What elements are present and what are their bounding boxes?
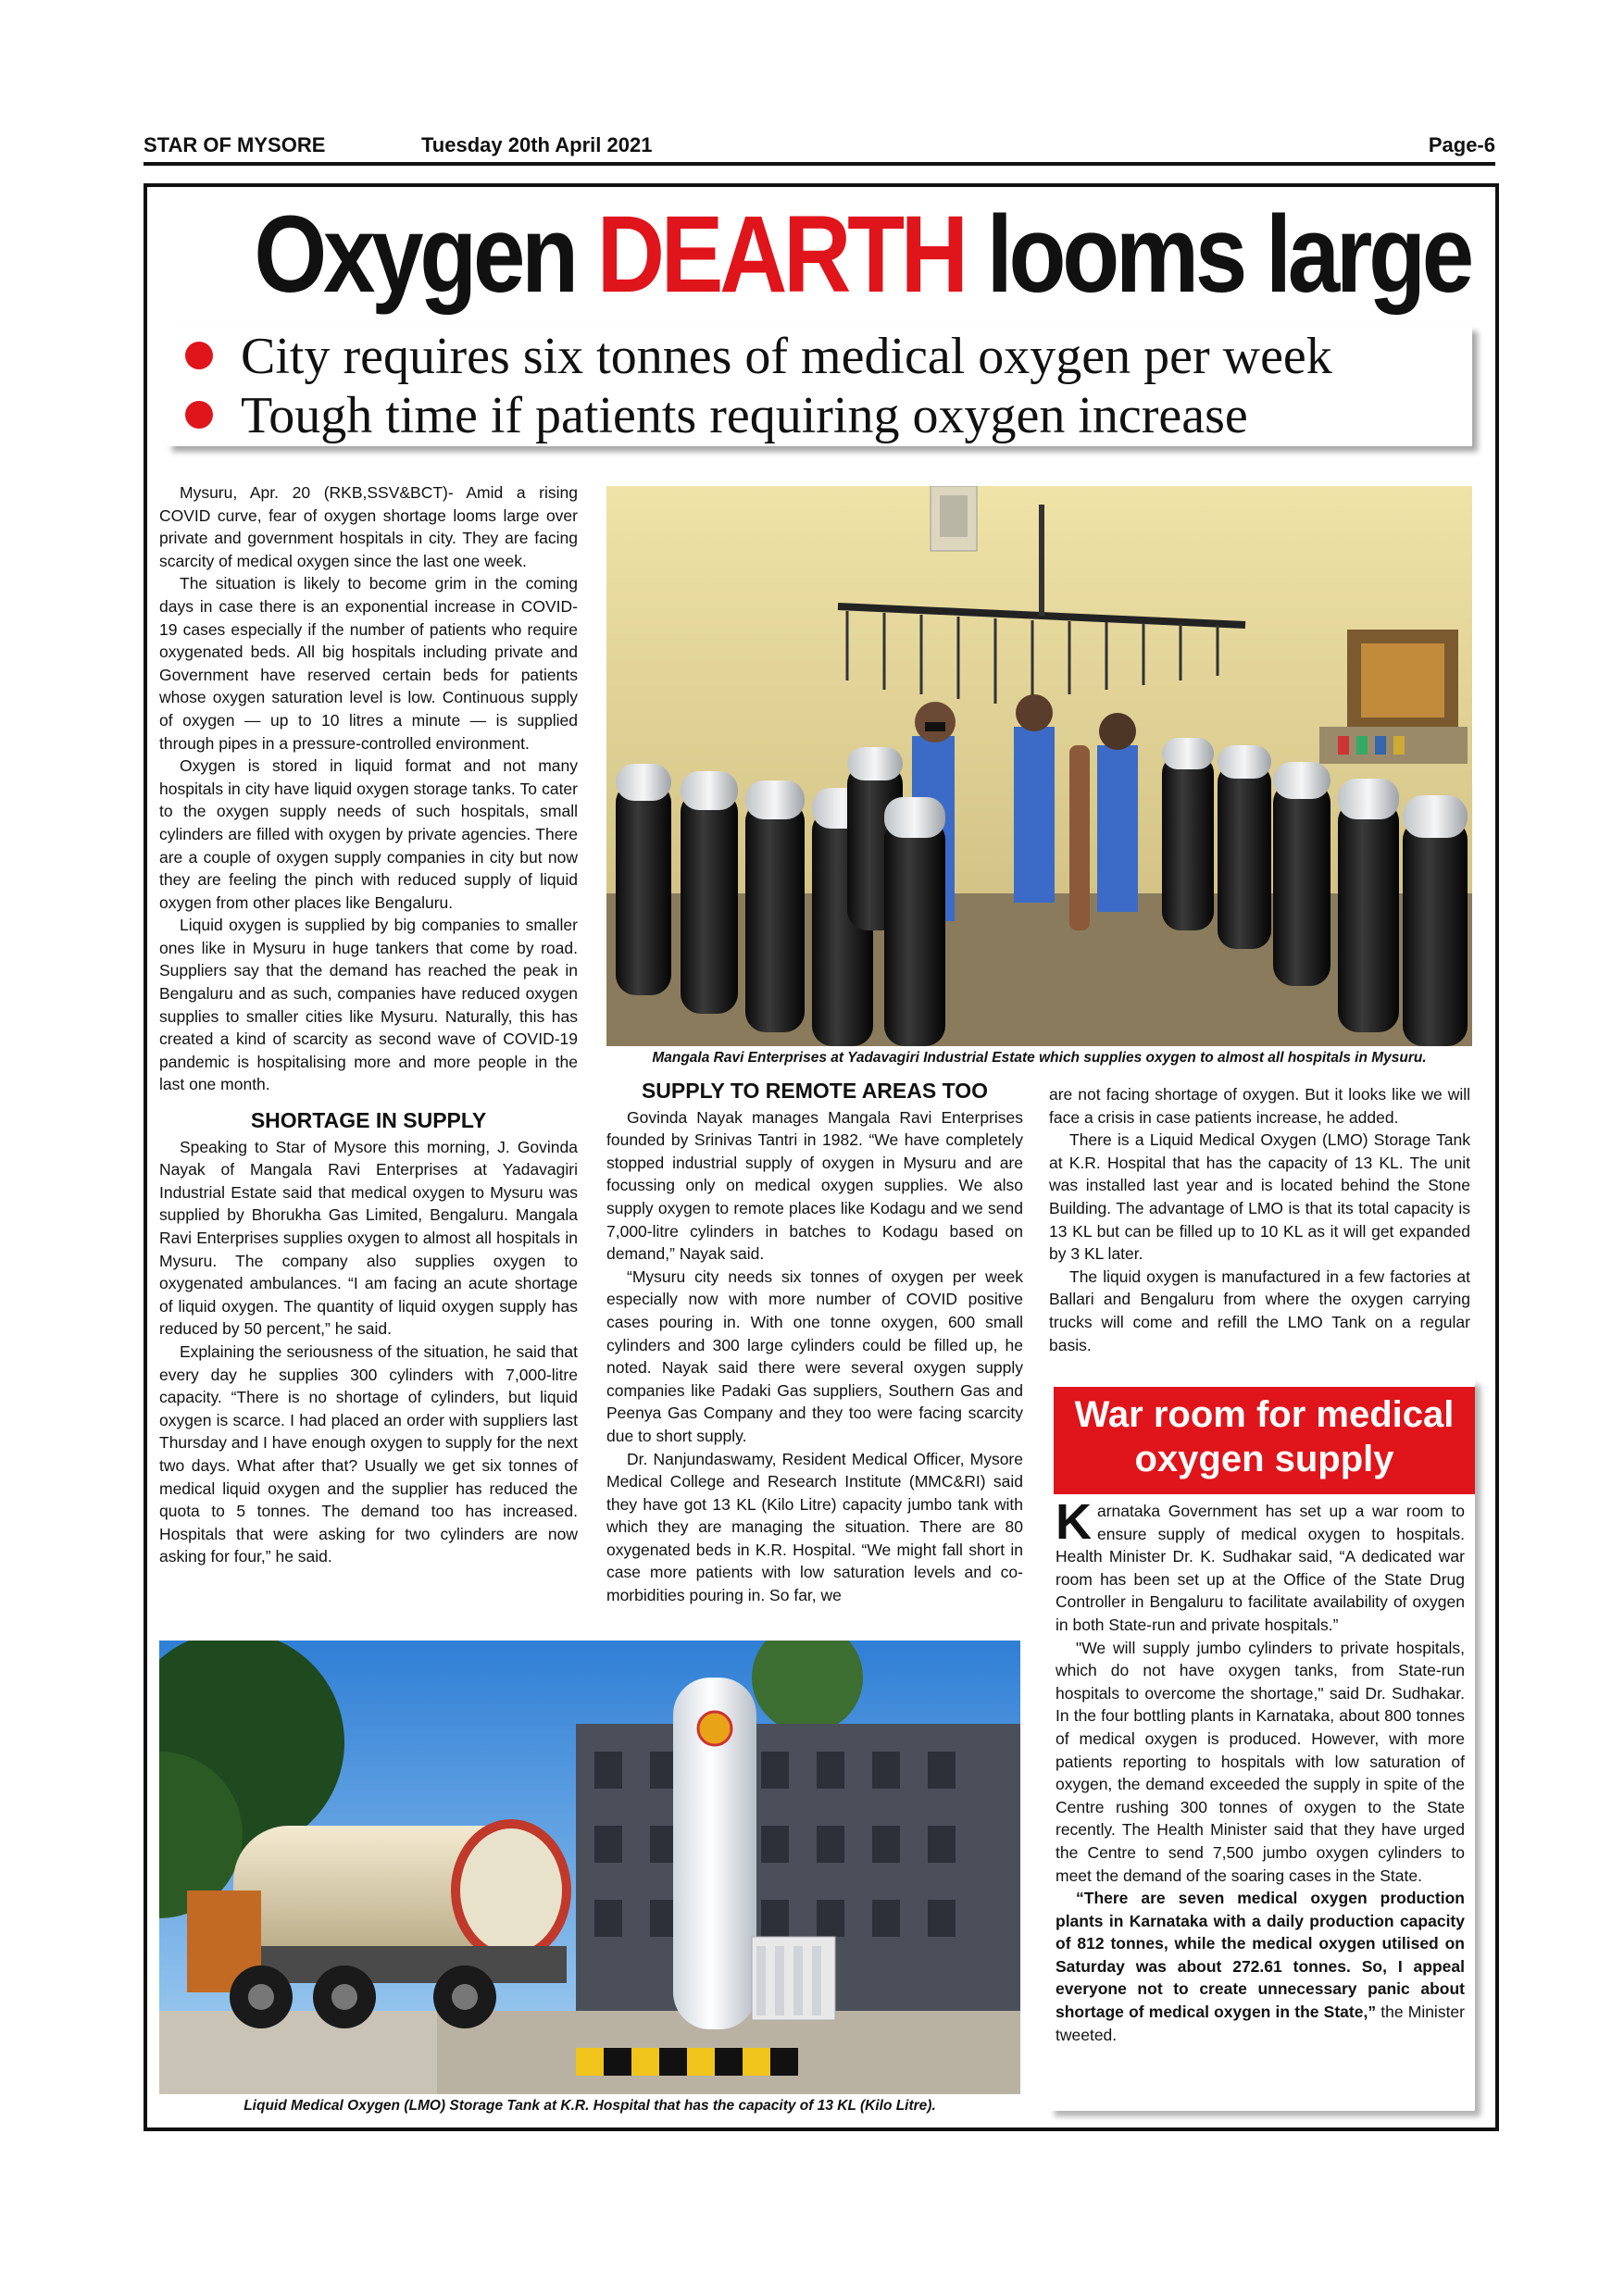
paragraph: “Mysuru city needs six tonnes of oxygen per week especially now with more number of COVID positive cases pouring in. With one tonne oxygen, 600 small cylinders and 300 large cylinders could be filled up, he noted. Nayak said there were several oxygen supply companies like Padaki Gas suppliers, Southern Gas and Peenya Gas Company and they too were facing scarcity due to short supply. (606, 1267, 1023, 1445)
war-room-title: War room for medical oxygen supply (1054, 1387, 1475, 1494)
headline-part1: Oxygen (254, 193, 597, 316)
photo-lmo-tank (159, 1641, 1020, 2094)
section-heading-remote: SUPPLY TO REMOTE AREAS TOO (641, 1079, 989, 1103)
headline-part2: looms large (964, 193, 1470, 316)
paragraph: There is a Liquid Medical Oxygen (LMO) Storage Tank at K.R. Hospital that has the capacity of 13 KL. The unit was installed last year and is located behind the Stone Building. The advantage of LMO is that its total capacity is 13 KL but can be filled up to 10 KL as it will get expanded by 3 KL later. (1049, 1130, 1470, 1264)
paragraph: "We will supply jumbo cylinders to private hospitals, which do not have oxygen tanks, from State-run hospitals to overcome the shortage," said Dr. Sudhakar. In the four bottling plants in Karnataka, about 800 tonnes of medical oxygen is produced. However, with more patients reporting to hospitals with low saturation of oxygen, the demand exceeded the supply in spite of the Centre rushing 300 tonnes of oxygen to the State recently. The Health Minister said that they have urged the Centre to send 7,500 jumbo oxygen cylinders to meet the demand of the soaring cases in the State. (1056, 1638, 1465, 1885)
oxygen-plant-image (606, 486, 1472, 1046)
publication-name: STAR OF MYSORE (144, 133, 326, 156)
paragraph: Oxygen is stored in liquid format and not many hospitals in city have liquid oxygen storage tanks. To cater to the oxygen supply needs of such hospitals, small cylinders are filled with oxygen by private agencies. There are a couple of oxygen supply companies in city but now they are feeling the pinch with reduced supply of liquid oxygen from other places like Bengaluru. (159, 756, 578, 912)
paragraph: Speaking to Star of Mysore this morning, J. Govinda Nayak of Mangala Ravi Enterprises at Yadavagiri Industrial Estate said that medical oxygen to Mysuru was supplied by Bhorukha Gas Limited, Bengaluru. Mangala Ravi Enterprises supplies oxygen to almost all hospitals in Mysuru. The company also supplies oxygen to oxygenated ambulances. “I am facing an acute shortage of liquid oxygen. The quantity of liquid oxygen supply has reduced by 50 percent,” he said. (159, 1137, 578, 1339)
photo-caption-lmo: Liquid Medical Oxygen (LMO) Storage Tank at K.R. Hospital that has the capacity of 13 KL (Kilo Litre). (244, 2098, 936, 2114)
subhead-1: City requires six tonnes of medical oxygen per week (185, 328, 1463, 385)
paragraph: are not facing shortage of oxygen. But it looks like we will face a crisis in case patients increase, he added. (1049, 1085, 1470, 1127)
paragraph-quote: “There are seven medical oxygen production plants in Karnataka with a daily production capacity of 812 tonnes, while the medical oxygen utilised on Saturday was about 272.61 tonnes. So, I appeal everyone not to create unnecessary panic about shortage of medical oxygen in the State,” the Minister tweeted. (1056, 1889, 1465, 2044)
war-room-body (1056, 1494, 1465, 2046)
masthead (144, 133, 1495, 159)
bullet-icon (185, 342, 213, 369)
paragraph: The liquid oxygen is manufactured in a few factories at Ballari and Bengaluru from where the oxygen carrying trucks will come and refill the LMO Tank on a regular basis. (1049, 1267, 1470, 1354)
photo-oxygen-plant (606, 486, 1472, 1046)
section-heading-shortage: SHORTAGE IN SUPPLY (250, 1108, 487, 1133)
column-3 (1049, 1083, 1470, 1356)
paragraph: Karnataka Government has set up a war room to ensure supply of medical oxygen to hospitals. Health Minister Dr. K. Sudhakar said, “A dedicated war room has been set up at the Office of the State Drug Controller in Bengaluru to facilitate availability of oxygen in both State-run and private hospitals.” (1056, 1494, 1465, 1634)
drop-cap: K (1056, 1494, 1092, 1550)
photo-caption-plant: Mangala Ravi Enterprises at Yadavagiri Industrial Estate which supplies oxygen to almost all hospitals in Mysuru. (652, 1050, 1427, 1066)
paragraph: Govinda Nayak manages Mangala Ravi Enterprises founded by Srinivas Tantri in 1982. “We have completely stopped industrial supply of oxygen in Mysuru and are focussing only on medical oxygen supplies. We also supply oxygen to remote places like Kodagu and we send 7,000-litre cylinders in batches to Kodagu based on demand,” Nayak said. (606, 1107, 1023, 1264)
paragraph: Liquid oxygen is supplied by big companies to smaller ones like in Mysuru in huge tankers that come by road. Suppliers say that the demand has reached the peak in Bengaluru and as such, companies have reduced oxygen supplies to smaller cities like Mysuru. Naturally, this has created a kind of scarcity as second wave of COVID-19 pandemic is hospitalising more and more people in the last one month. (159, 916, 578, 1094)
issue-date: Tuesday 20th April 2021 (421, 133, 653, 156)
column-1 (159, 481, 578, 1568)
bullet-icon (185, 401, 213, 429)
paragraph: The situation is likely to become grim in the coming days in case there is an exponential increase in COVID-19 cases especially if the number of patients who require oxygenated beds. All big hospitals including private and Government have reserved certain beds for patients whose oxygen saturation level is low. Continuous supply of oxygen — up to 10 litres a minute — is supplied through pipes in a pressure-controlled environment. (159, 574, 578, 753)
headline (254, 185, 1470, 324)
paragraph: Dr. Nanjundaswamy, Resident Medical Officer, Mysore Medical College and Research Institute (MMC&RI) said they have got 13 KL (Kilo Litre) capacity jumbo tank with which they are managing the situation. There are 80 oxygenated beds in K.R. Hospital. “We might fall short in case more patients with low saturation levels and co-morbidities pouring in. So far, we (606, 1449, 1023, 1605)
headline-highlight: DEARTH (596, 193, 965, 316)
lmo-tank-image (159, 1641, 1020, 2094)
paragraph: Mysuru, Apr. 20 (RKB,SSV&BCT)- Amid a rising COVID curve, fear of oxygen shortage looms large over private and government hospitals in city. They are facing scarcity of medical oxygen since the last one week. (159, 483, 578, 570)
page-number: Page-6 (1428, 133, 1495, 156)
column-2 (606, 1076, 1023, 1607)
paragraph: Explaining the seriousness of the situation, he said that every day he supplies 300 cylinders with 7,000-litre capacity. “There is no shortage of cylinders, but liquid oxygen is scarce. I had placed an order with suppliers last Thursday and I have enough oxygen to supply for the next two days. What after that? Usually we get six tonnes of medical liquid oxygen and the supplier has reduced the quota to 5 tonnes. The demand too has increased. Hospitals that were asking for two cylinders are now asking for four,” he said. (159, 1341, 578, 1566)
masthead-rule (144, 162, 1495, 166)
subheads-box (167, 326, 1472, 446)
subhead-2: Tough time if patients requiring oxygen increase (185, 387, 1463, 444)
